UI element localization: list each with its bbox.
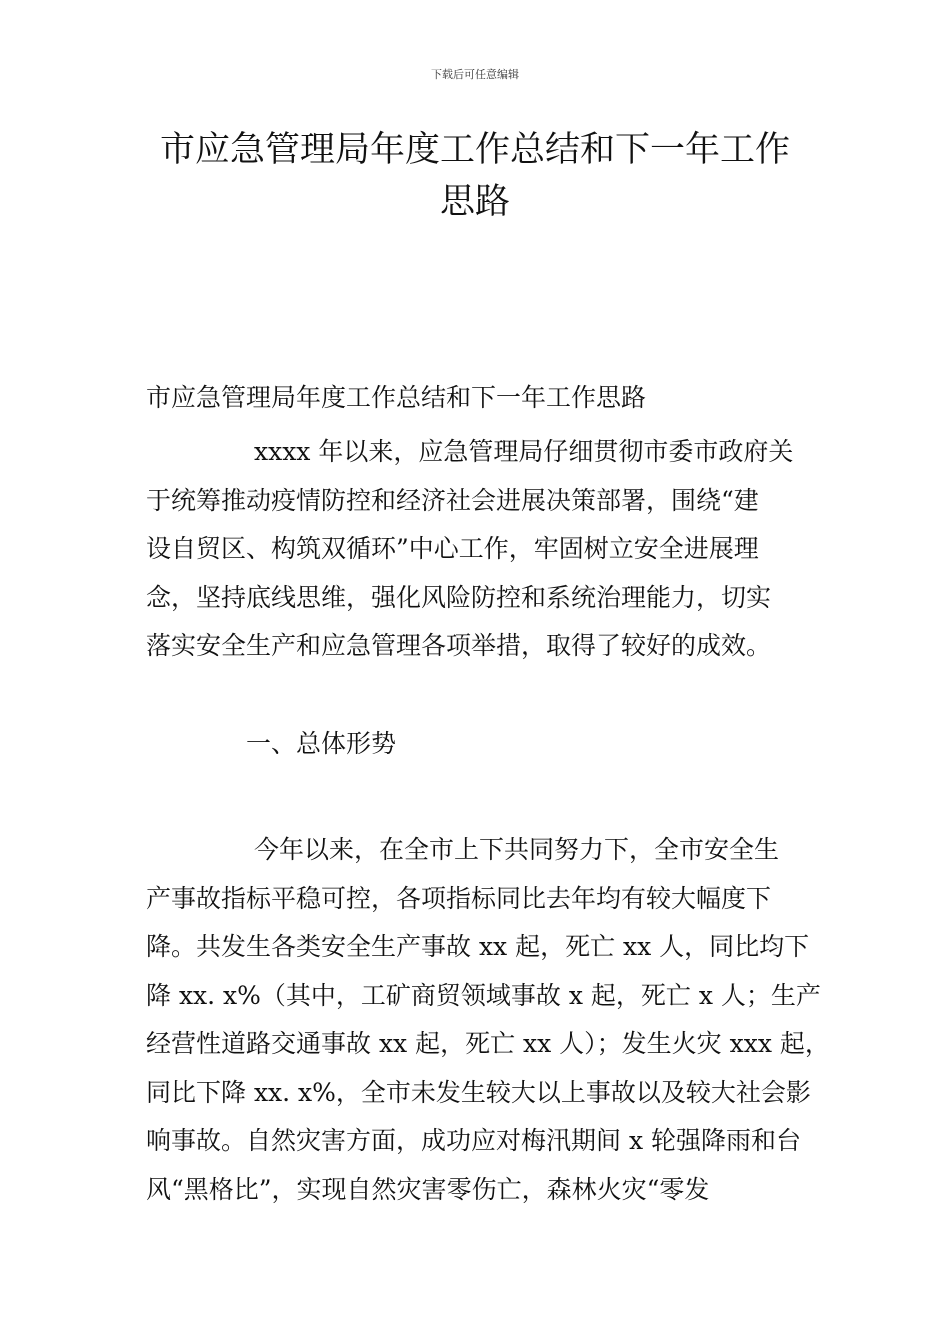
header-note: 下载后可任意编辑 <box>431 68 519 81</box>
title-line-2: 思路 <box>439 182 510 222</box>
section-heading-overall-situation: 一、总体形势 <box>246 729 397 758</box>
paragraph-line: 今年以来，在全市上下共同努力下，全市安全生 <box>254 835 780 864</box>
paragraph-intro <box>146 428 816 671</box>
document-subtitle: 市应急管理局年度工作总结和下一年工作思路 <box>146 383 647 412</box>
paragraph-line: 同比下降 xx. x%，全市未发生较大以上事故以及较大社会影 <box>146 1077 811 1107</box>
paragraph-line: 响事故。自然灾害方面，成功应对梅汛期间 x 轮强降雨和台 <box>146 1126 801 1155</box>
paragraph-line: 于统筹推动疫情防控和经济社会进展决策部署，围绕“建 <box>146 485 759 515</box>
paragraph-line: 产事故指标平稳可控，各项指标同比去年均有较大幅度下 <box>146 883 772 913</box>
paragraph-line: 风“黑格比”，实现自然灾害零伤亡，森林火灾“零发 <box>146 1174 710 1204</box>
paragraph-line: 念，坚持底线思维，强化风险防控和系统治理能力，切实 <box>146 582 772 612</box>
paragraph-line: 降。共发生各类安全生产事故 xx 起，死亡 xx 人，同比均下 <box>146 932 810 961</box>
paragraph-line: 设自贸区、构筑双循环”中心工作，牢固树立安全进展理 <box>146 534 759 563</box>
paragraph-line: 落实安全生产和应急管理各项举措，取得了较好的成效。 <box>146 631 772 660</box>
title-line-1: 市应急管理局年度工作总结和下一年工作 <box>159 130 790 170</box>
document-title <box>0 124 950 228</box>
paragraph-overall-situation <box>146 826 830 1214</box>
paragraph-line: 降 xx. x%（其中，工矿商贸领域事故 x 起，死亡 x 人；生产 <box>146 980 821 1010</box>
paragraph-line: 经营性道路交通事故 xx 起，死亡 xx 人）；发生火灾 xxx 起， <box>146 1029 830 1058</box>
paragraph-line: xxxx 年以来，应急管理局仔细贯彻市委市政府关 <box>254 437 794 466</box>
